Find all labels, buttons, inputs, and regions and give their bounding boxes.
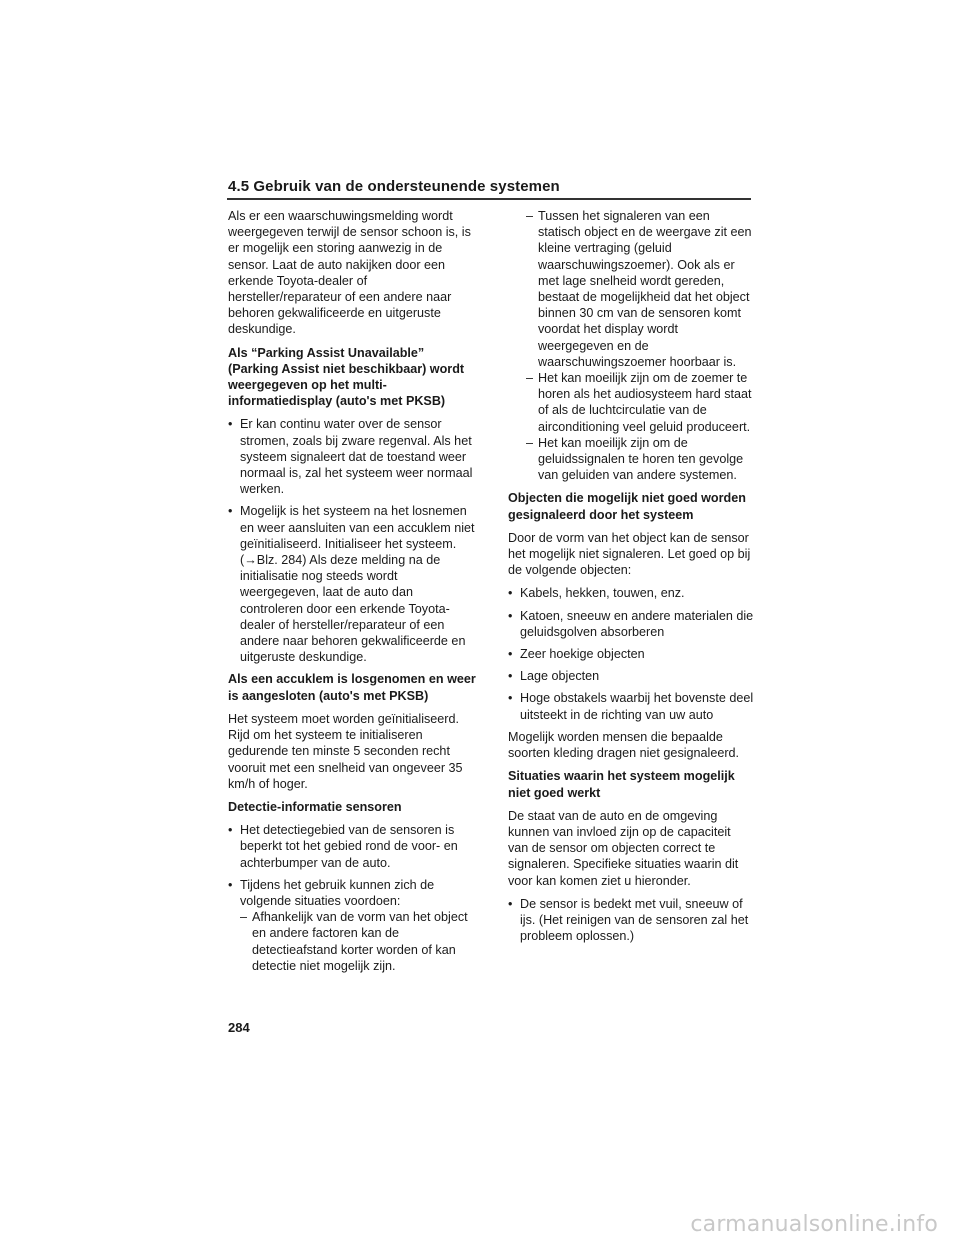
heading-detectie-informatie: Detectie-informatie sensoren (228, 799, 402, 814)
list-item: • Hoge obstakels waarbij het bovenste deel uitsteekt in de richting van uw auto (508, 690, 754, 722)
page-reference-text: Mogelijk is het systeem na het losnemen en weer aansluiten van een accuklem niet geïnitialiseerd. Initialiseer het systeem. (→Blz. 284) Als deze melding na de initialisatie nog steeds wordt weergegeven, laat de auto dan controleren door een erkende Toyota-dealer of hersteller/reparateur of een andere naar behoren gekwalificeerde en uitgeruste deskundige. (240, 504, 475, 665)
list-item: • Lage objecten (508, 668, 754, 684)
list-item: • De sensor is bedekt met vuil, sneeuw of ijs. (Het reinigen van de sensoren zal het probleem oplossen.) (508, 896, 754, 945)
heading-accuklem: Als een accuklem is losgenomen en weer is aangesloten (auto's met PKSB) (228, 672, 476, 703)
bullet-list-1 (228, 416, 478, 665)
situations-paragraph: De staat van de auto en de omgeving kunnen van invloed zijn op de capaciteit van de sensor om objecten correct te signaleren. Specifieke situaties waarin dit voor kan komen ziet u hieronder. (508, 808, 739, 888)
objects-list (508, 585, 754, 722)
watermark: carmanualsonline.info (690, 1212, 938, 1237)
list-item: • Kabels, hekken, touwen, enz. (508, 585, 754, 601)
clothing-paragraph: Mogelijk worden mensen die bepaalde soorten kleding dragen niet gesignaleerd. (508, 729, 740, 761)
warning-paragraph: Als er een waarschuwingsmelding wordt weergegeven terwijl de sensor schoon is, is er mogelijk een storing aanwezig in de sensor. Laat de auto nakijken door een erkende Toyota-dealer of hersteller/reparateur of een andere naar behoren gekwalificeerde en uitgeruste deskundige. (228, 209, 471, 337)
heading-situaties: Situaties waarin het systeem mogelijk niet goed werkt (508, 769, 735, 800)
initialisation-paragraph: Het systeem moet worden geïnitialiseerd. Rijd om het systeem te initialiseren gedurende ten minste 5 seconden recht vooruit met een snelheid van ongeveer 35 km/h of hoger. (228, 711, 463, 791)
list-item: • Er kan continu water over de sensor stromen, zoals bij zware regenval. Als het systeem signaleert dat de toestand weer normaal is, zal het systeem weer normaal werken. (228, 416, 478, 497)
sub-list-item: – Het kan moeilijk zijn om de zoemer te horen als het audiosysteem hard staat of als de luchtcirculatie van de airconditioning veel geluid produceert. (526, 370, 754, 435)
list-item: • Tijdens het gebruik kunnen zich de volgende situaties voordoen: – Afhankelijk van de vorm van het object en andere factoren kan de detectieafstand korter worden of kan detectie niet mogelijk zijn. (228, 877, 478, 974)
sub-list-item: – Tussen het signaleren van een statisch object en de weergave zit een kleine vertraging (geluid waarschuwingszoemer). Ook als er met lage snelheid wordt gereden, bestaat de mogelijkheid dat het object binnen 30 cm van de sensoren komt voordat het display wordt weergegeven en de waarschuwingszoemer hoorbaar is. (526, 208, 754, 370)
left-column (228, 208, 478, 980)
header-divider (227, 198, 751, 200)
sub-list-item: – Afhankelijk van de vorm van het object en andere factoren kan de detectieafstand korter worden of kan detectie niet mogelijk zijn. (240, 909, 478, 974)
heading-parking-assist-unavailable: Als “Parking Assist Unavailable” (Parking Assist niet beschikbaar) wordt weergegeven op het multi-informatiedisplay (auto's met PKSB) (228, 345, 465, 409)
situations-list (508, 896, 754, 945)
page-number: 284 (228, 1020, 250, 1035)
list-item: • Zeer hoekige objecten (508, 646, 754, 662)
section-title: 4.5 Gebruik van de ondersteunende systemen (228, 178, 560, 195)
right-column (508, 208, 754, 950)
list-item (228, 503, 478, 665)
list-item: • Katoen, sneeuw en andere materialen die geluidsgolven absorberen (508, 608, 754, 640)
heading-objecten: Objecten die mogelijk niet goed worden gesignaleerd door het systeem (508, 491, 746, 522)
objects-intro-paragraph: Door de vorm van het object kan de sensor het mogelijk niet signaleren. Let goed op bij de volgende objecten: (508, 530, 751, 578)
bullet-list-2 (228, 822, 478, 974)
sub-list-item: – Het kan moeilijk zijn om de geluidssignalen te horen ten gevolge van geluiden van andere systemen. (526, 435, 754, 484)
list-item: • Het detectiegebied van de sensoren is beperkt tot het gebied rond de voor- en achterbumper van de auto. (228, 822, 478, 871)
